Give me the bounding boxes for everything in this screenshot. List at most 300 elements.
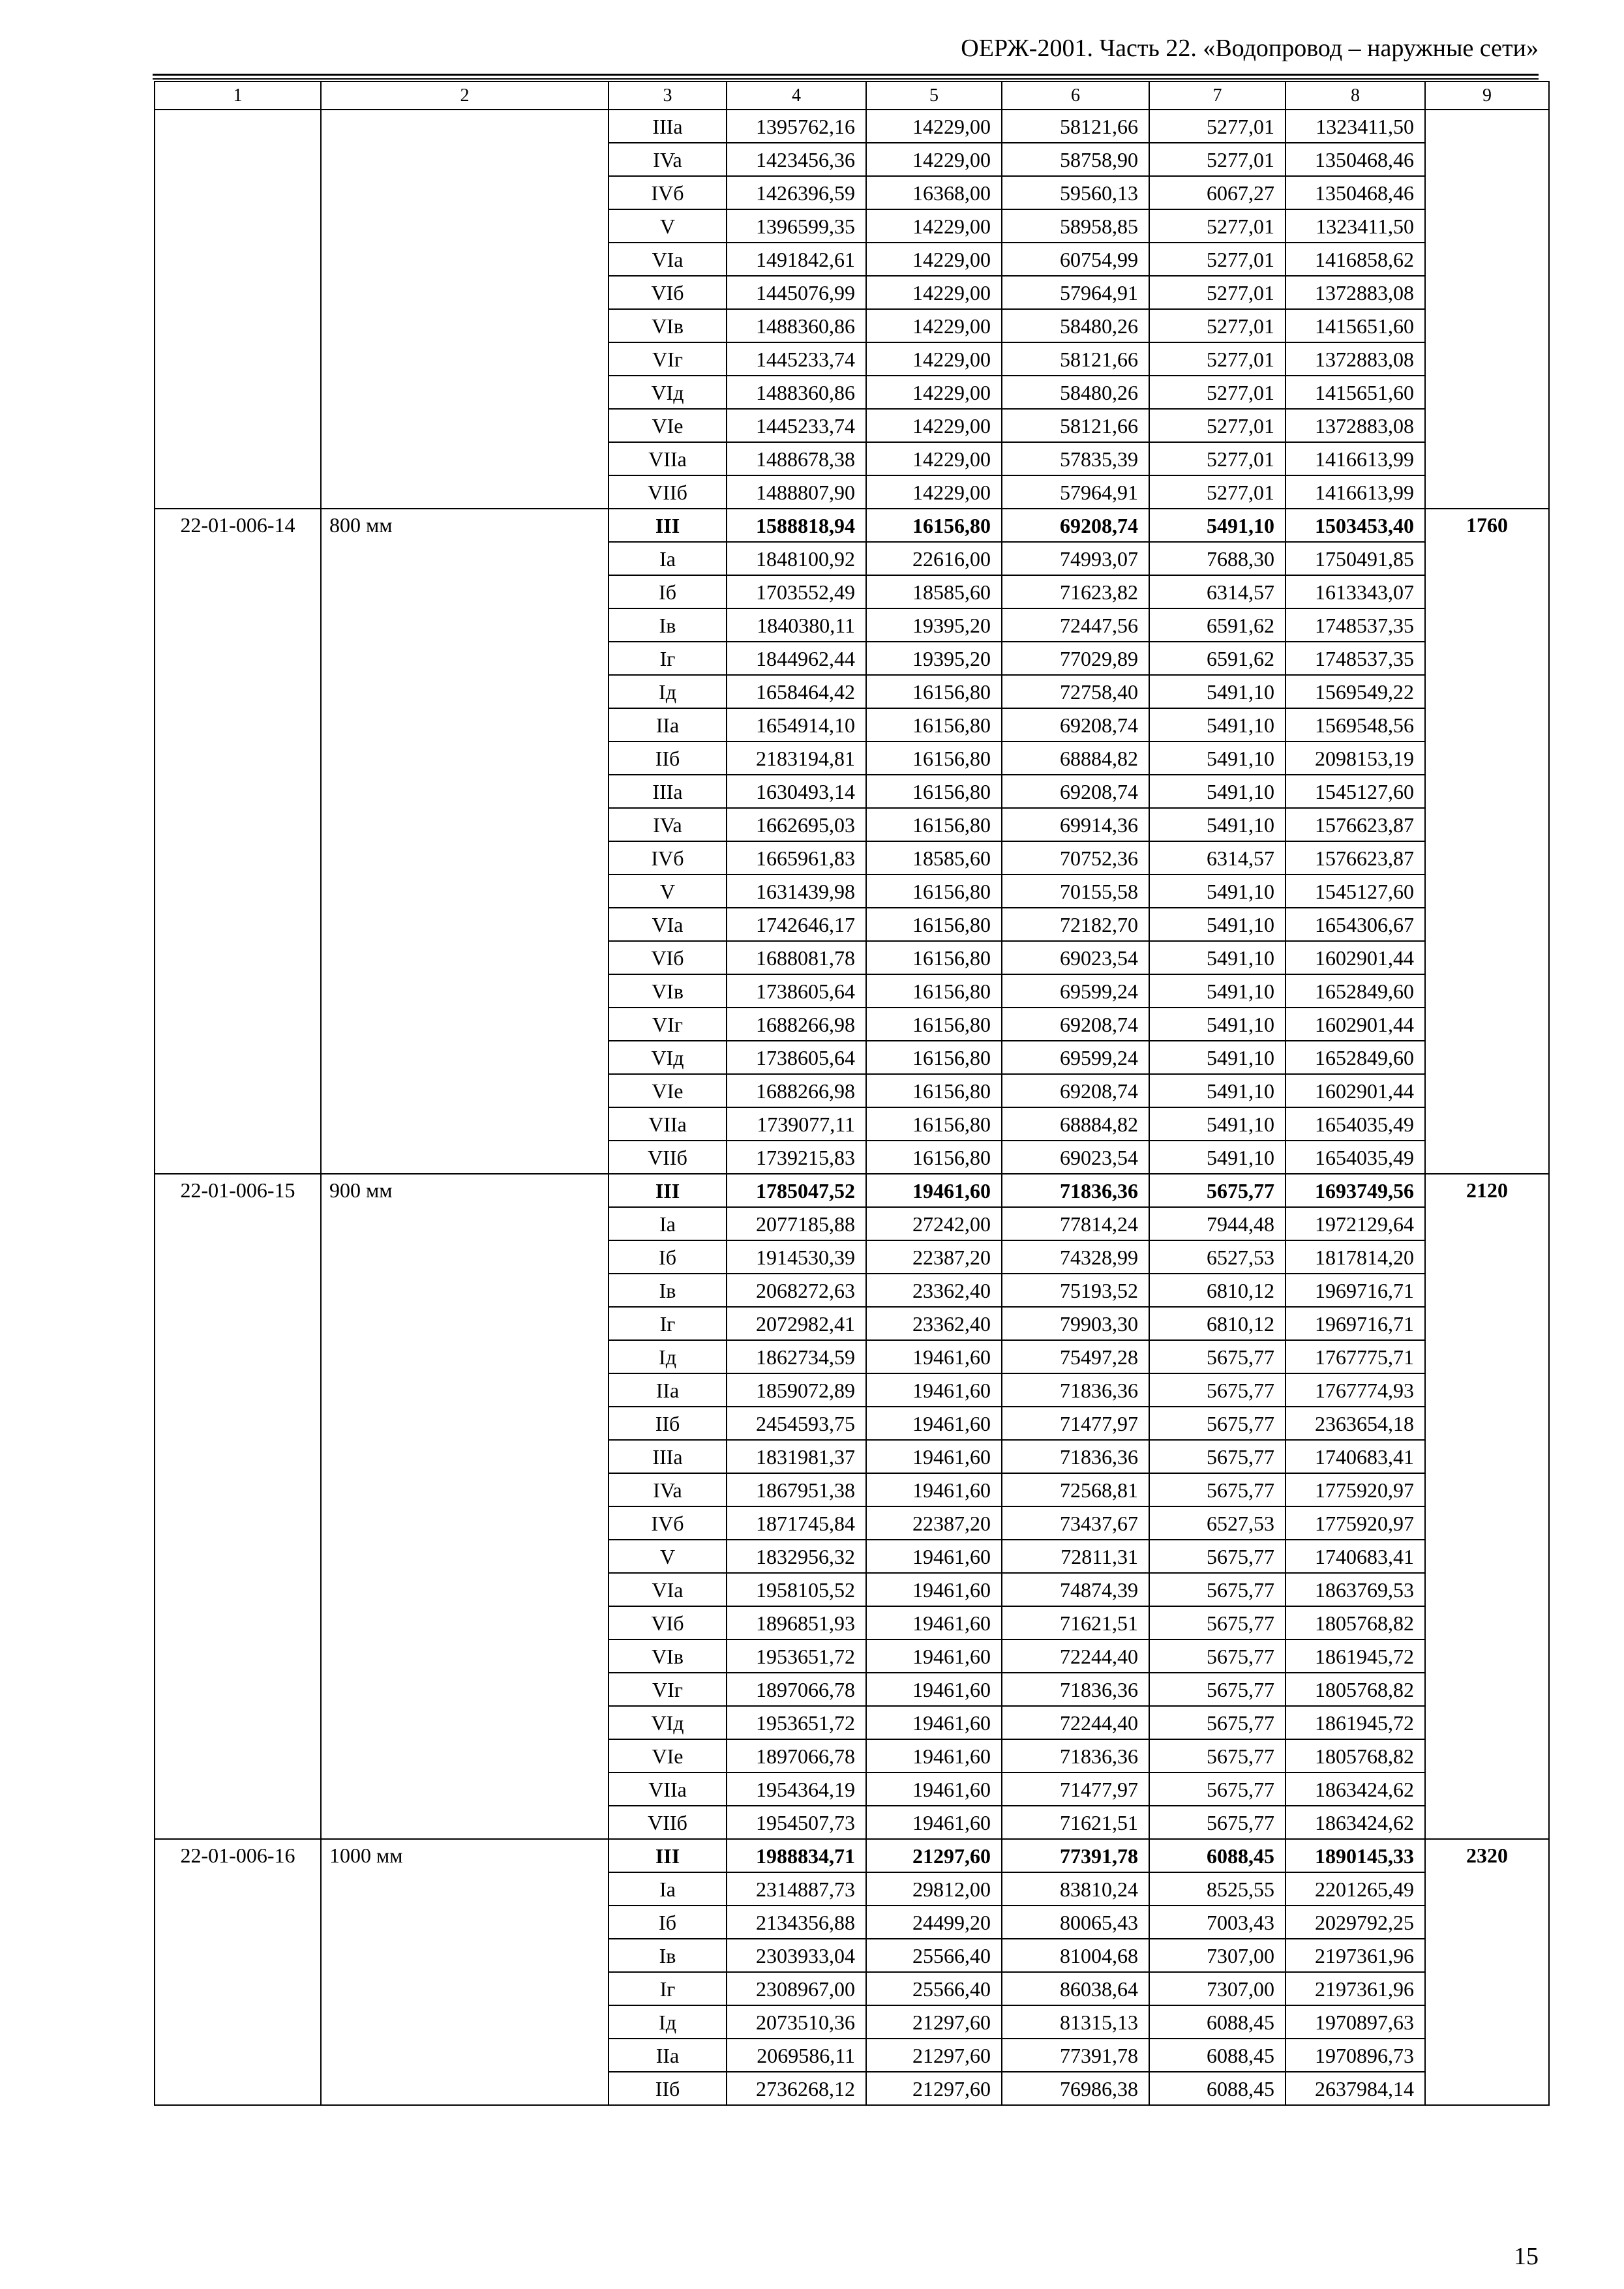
- zone-cell: VIIб: [609, 475, 727, 509]
- direct-cost-cell: 1848100,92: [727, 542, 866, 575]
- zone-cell: VIв: [609, 974, 727, 1008]
- machinist-wage-cell: 5277,01: [1149, 243, 1286, 276]
- zone-cell: IIIa: [609, 775, 727, 808]
- machine-cost-cell: 75193,52: [1002, 1274, 1149, 1307]
- machinist-wage-cell: 6810,12: [1149, 1274, 1286, 1307]
- norm-cell: 2120: [1425, 1174, 1549, 1839]
- zone-cell: VIб: [609, 1606, 727, 1639]
- direct-cost-cell: 1867951,38: [727, 1473, 866, 1506]
- labor-cost-cell: 25566,40: [866, 1939, 1002, 1972]
- material-cost-cell: 1863424,62: [1286, 1806, 1425, 1839]
- direct-cost-cell: 2073510,36: [727, 2005, 866, 2039]
- labor-cost-cell: 19461,60: [866, 1340, 1002, 1373]
- direct-cost-cell: 1395762,16: [727, 110, 866, 143]
- zone-cell: VIIa: [609, 1773, 727, 1806]
- machine-cost-cell: 71836,36: [1002, 1174, 1149, 1207]
- zone-cell: VIe: [609, 409, 727, 442]
- material-cost-cell: 1416613,99: [1286, 475, 1425, 509]
- labor-cost-cell: 16156,80: [866, 941, 1002, 974]
- machine-cost-cell: 74328,99: [1002, 1240, 1149, 1274]
- zone-cell: VIв: [609, 309, 727, 342]
- labor-cost-cell: 14229,00: [866, 143, 1002, 176]
- zone-cell: VIe: [609, 1739, 727, 1773]
- machinist-wage-cell: 5675,77: [1149, 1340, 1286, 1373]
- material-cost-cell: 1415651,60: [1286, 376, 1425, 409]
- direct-cost-cell: 1785047,52: [727, 1174, 866, 1207]
- column-number: 7: [1149, 82, 1286, 110]
- machinist-wage-cell: 5491,10: [1149, 1074, 1286, 1107]
- code-cell: 22-01-006-15: [155, 1174, 321, 1839]
- machinist-wage-cell: 5675,77: [1149, 1739, 1286, 1773]
- labor-cost-cell: 19461,60: [866, 1573, 1002, 1606]
- machine-cost-cell: 59560,13: [1002, 176, 1149, 209]
- material-cost-cell: 1740683,41: [1286, 1540, 1425, 1573]
- labor-cost-cell: 16156,80: [866, 875, 1002, 908]
- material-cost-cell: 1323411,50: [1286, 209, 1425, 243]
- code-cell: [155, 110, 321, 509]
- direct-cost-cell: 1703552,49: [727, 575, 866, 608]
- material-cost-cell: 1654306,67: [1286, 908, 1425, 941]
- labor-cost-cell: 27242,00: [866, 1207, 1002, 1240]
- direct-cost-cell: 1953651,72: [727, 1706, 866, 1739]
- machine-cost-cell: 70752,36: [1002, 841, 1149, 875]
- direct-cost-cell: 1859072,89: [727, 1373, 866, 1407]
- machinist-wage-cell: 5277,01: [1149, 475, 1286, 509]
- labor-cost-cell: 16156,80: [866, 908, 1002, 941]
- direct-cost-cell: 2314887,73: [727, 1872, 866, 1906]
- machine-cost-cell: 73437,67: [1002, 1506, 1149, 1540]
- machinist-wage-cell: 6088,45: [1149, 2005, 1286, 2039]
- direct-cost-cell: 1396599,35: [727, 209, 866, 243]
- material-cost-cell: 2029792,25: [1286, 1906, 1425, 1939]
- column-number: 8: [1286, 82, 1425, 110]
- machine-cost-cell: 58480,26: [1002, 309, 1149, 342]
- machine-cost-cell: 72758,40: [1002, 675, 1149, 708]
- zone-cell: VIa: [609, 243, 727, 276]
- material-cost-cell: 1372883,08: [1286, 409, 1425, 442]
- labor-cost-cell: 19461,60: [866, 1440, 1002, 1473]
- zone-cell: IIIa: [609, 1440, 727, 1473]
- zone-cell: IIб: [609, 2072, 727, 2105]
- labor-cost-cell: 16156,80: [866, 808, 1002, 841]
- machine-cost-cell: 69023,54: [1002, 1141, 1149, 1174]
- page-number: 15: [1514, 2243, 1539, 2270]
- machine-cost-cell: 77029,89: [1002, 642, 1149, 675]
- price-table: [154, 81, 1550, 2106]
- name-cell: 800 мм: [321, 509, 609, 1174]
- material-cost-cell: 1576623,87: [1286, 841, 1425, 875]
- zone-cell: VIд: [609, 1706, 727, 1739]
- zone-cell: IVa: [609, 808, 727, 841]
- table-row: [155, 110, 1549, 143]
- material-cost-cell: 1602901,44: [1286, 1074, 1425, 1107]
- machinist-wage-cell: 5491,10: [1149, 775, 1286, 808]
- machine-cost-cell: 79903,30: [1002, 1307, 1149, 1340]
- zone-cell: IIб: [609, 1407, 727, 1440]
- zone-cell: VIб: [609, 276, 727, 309]
- direct-cost-cell: 1631439,98: [727, 875, 866, 908]
- zone-cell: IVб: [609, 1506, 727, 1540]
- zone-cell: VIIб: [609, 1141, 727, 1174]
- direct-cost-cell: 1958105,52: [727, 1573, 866, 1606]
- direct-cost-cell: 1897066,78: [727, 1739, 866, 1773]
- labor-cost-cell: 14229,00: [866, 110, 1002, 143]
- machinist-wage-cell: 6088,45: [1149, 2039, 1286, 2072]
- machinist-wage-cell: 5491,10: [1149, 1041, 1286, 1074]
- direct-cost-cell: 1738605,64: [727, 1041, 866, 1074]
- material-cost-cell: 1767775,71: [1286, 1340, 1425, 1373]
- machinist-wage-cell: 5491,10: [1149, 1141, 1286, 1174]
- labor-cost-cell: 16156,80: [866, 1074, 1002, 1107]
- labor-cost-cell: 14229,00: [866, 309, 1002, 342]
- direct-cost-cell: 1862734,59: [727, 1340, 866, 1373]
- machine-cost-cell: 58121,66: [1002, 409, 1149, 442]
- direct-cost-cell: 1832956,32: [727, 1540, 866, 1573]
- direct-cost-cell: 1739215,83: [727, 1141, 866, 1174]
- direct-cost-cell: 1742646,17: [727, 908, 866, 941]
- direct-cost-cell: 1488807,90: [727, 475, 866, 509]
- machine-cost-cell: 71477,97: [1002, 1773, 1149, 1806]
- labor-cost-cell: 19395,20: [866, 642, 1002, 675]
- machinist-wage-cell: 5675,77: [1149, 1373, 1286, 1407]
- machinist-wage-cell: 5277,01: [1149, 209, 1286, 243]
- zone-cell: VIд: [609, 1041, 727, 1074]
- labor-cost-cell: 22616,00: [866, 542, 1002, 575]
- direct-cost-cell: 1897066,78: [727, 1673, 866, 1706]
- zone-cell: VIIa: [609, 1107, 727, 1141]
- direct-cost-cell: 1953651,72: [727, 1639, 866, 1673]
- material-cost-cell: 1323411,50: [1286, 110, 1425, 143]
- material-cost-cell: 1415651,60: [1286, 309, 1425, 342]
- column-number: 5: [866, 82, 1002, 110]
- machine-cost-cell: 58758,90: [1002, 143, 1149, 176]
- machine-cost-cell: 77391,78: [1002, 2039, 1149, 2072]
- labor-cost-cell: 19461,60: [866, 1606, 1002, 1639]
- direct-cost-cell: 1662695,03: [727, 808, 866, 841]
- machinist-wage-cell: 5675,77: [1149, 1407, 1286, 1440]
- machine-cost-cell: 81004,68: [1002, 1939, 1149, 1972]
- labor-cost-cell: 19461,60: [866, 1174, 1002, 1207]
- machine-cost-cell: 77391,78: [1002, 1839, 1149, 1872]
- machine-cost-cell: 72244,40: [1002, 1706, 1149, 1739]
- machine-cost-cell: 69208,74: [1002, 775, 1149, 808]
- direct-cost-cell: 2308967,00: [727, 1972, 866, 2005]
- labor-cost-cell: 18585,60: [866, 575, 1002, 608]
- column-number: 4: [727, 82, 866, 110]
- direct-cost-cell: 2134356,88: [727, 1906, 866, 1939]
- labor-cost-cell: 21297,60: [866, 2039, 1002, 2072]
- machinist-wage-cell: 5277,01: [1149, 342, 1286, 376]
- header-rule: [153, 74, 1539, 76]
- zone-cell: VIб: [609, 941, 727, 974]
- zone-cell: IIб: [609, 741, 727, 775]
- machinist-wage-cell: 7307,00: [1149, 1939, 1286, 1972]
- direct-cost-cell: 1445233,74: [727, 342, 866, 376]
- machinist-wage-cell: 5675,77: [1149, 1174, 1286, 1207]
- machine-cost-cell: 71836,36: [1002, 1440, 1149, 1473]
- machine-cost-cell: 77814,24: [1002, 1207, 1149, 1240]
- machine-cost-cell: 71836,36: [1002, 1739, 1149, 1773]
- machinist-wage-cell: 6314,57: [1149, 841, 1286, 875]
- machinist-wage-cell: 5675,77: [1149, 1706, 1286, 1739]
- zone-cell: V: [609, 209, 727, 243]
- machinist-wage-cell: 5491,10: [1149, 941, 1286, 974]
- direct-cost-cell: 2454593,75: [727, 1407, 866, 1440]
- labor-cost-cell: 19461,60: [866, 1673, 1002, 1706]
- direct-cost-cell: 1954364,19: [727, 1773, 866, 1806]
- document-header-title: ОЕРЖ-2001. Часть 22. «Водопровод – наружные сети»: [961, 35, 1539, 62]
- machine-cost-cell: 72811,31: [1002, 1540, 1149, 1573]
- direct-cost-cell: 1738605,64: [727, 974, 866, 1008]
- header-rule: [153, 78, 1539, 80]
- material-cost-cell: 1654035,49: [1286, 1141, 1425, 1174]
- zone-cell: Ia: [609, 542, 727, 575]
- zone-cell: IIa: [609, 708, 727, 741]
- machinist-wage-cell: 5491,10: [1149, 708, 1286, 741]
- zone-cell: V: [609, 875, 727, 908]
- zone-cell: IVб: [609, 841, 727, 875]
- labor-cost-cell: 19395,20: [866, 608, 1002, 642]
- machine-cost-cell: 72244,40: [1002, 1639, 1149, 1673]
- labor-cost-cell: 16156,80: [866, 1041, 1002, 1074]
- machine-cost-cell: 58121,66: [1002, 342, 1149, 376]
- labor-cost-cell: 14229,00: [866, 376, 1002, 409]
- table-row: [155, 1839, 1549, 1872]
- column-number: 6: [1002, 82, 1149, 110]
- zone-cell: VIг: [609, 342, 727, 376]
- machine-cost-cell: 69208,74: [1002, 1008, 1149, 1041]
- name-cell: [321, 110, 609, 509]
- direct-cost-cell: 1688266,98: [727, 1074, 866, 1107]
- labor-cost-cell: 14229,00: [866, 342, 1002, 376]
- material-cost-cell: 1350468,46: [1286, 176, 1425, 209]
- machinist-wage-cell: 5675,77: [1149, 1440, 1286, 1473]
- material-cost-cell: 1654035,49: [1286, 1107, 1425, 1141]
- labor-cost-cell: 23362,40: [866, 1274, 1002, 1307]
- machinist-wage-cell: 5491,10: [1149, 1107, 1286, 1141]
- machinist-wage-cell: 6810,12: [1149, 1307, 1286, 1340]
- material-cost-cell: 1861945,72: [1286, 1706, 1425, 1739]
- labor-cost-cell: 19461,60: [866, 1739, 1002, 1773]
- direct-cost-cell: 1739077,11: [727, 1107, 866, 1141]
- column-number: 1: [155, 82, 321, 110]
- labor-cost-cell: 16156,80: [866, 708, 1002, 741]
- material-cost-cell: 1693749,56: [1286, 1174, 1425, 1207]
- norm-cell: 2320: [1425, 1839, 1549, 2105]
- machine-cost-cell: 86038,64: [1002, 1972, 1149, 2005]
- labor-cost-cell: 19461,60: [866, 1540, 1002, 1573]
- material-cost-cell: 1576623,87: [1286, 808, 1425, 841]
- zone-cell: IVa: [609, 143, 727, 176]
- column-number: 9: [1425, 82, 1549, 110]
- machinist-wage-cell: 5277,01: [1149, 409, 1286, 442]
- labor-cost-cell: 16156,80: [866, 775, 1002, 808]
- zone-cell: III: [609, 1839, 727, 1872]
- machine-cost-cell: 74874,39: [1002, 1573, 1149, 1606]
- direct-cost-cell: 1658464,42: [727, 675, 866, 708]
- machine-cost-cell: 68884,82: [1002, 741, 1149, 775]
- labor-cost-cell: 19461,60: [866, 1373, 1002, 1407]
- machine-cost-cell: 69208,74: [1002, 1074, 1149, 1107]
- machine-cost-cell: 69208,74: [1002, 708, 1149, 741]
- material-cost-cell: 1805768,82: [1286, 1739, 1425, 1773]
- zone-cell: VIe: [609, 1074, 727, 1107]
- machine-cost-cell: 71623,82: [1002, 575, 1149, 608]
- machine-cost-cell: 72182,70: [1002, 908, 1149, 941]
- labor-cost-cell: 24499,20: [866, 1906, 1002, 1939]
- zone-cell: Iд: [609, 1340, 727, 1373]
- machinist-wage-cell: 7307,00: [1149, 1972, 1286, 2005]
- material-cost-cell: 1863769,53: [1286, 1573, 1425, 1606]
- machinist-wage-cell: 5675,77: [1149, 1673, 1286, 1706]
- machinist-wage-cell: 5277,01: [1149, 276, 1286, 309]
- labor-cost-cell: 19461,60: [866, 1806, 1002, 1839]
- machinist-wage-cell: 5277,01: [1149, 309, 1286, 342]
- machinist-wage-cell: 5491,10: [1149, 974, 1286, 1008]
- zone-cell: IIa: [609, 2039, 727, 2072]
- labor-cost-cell: 14229,00: [866, 442, 1002, 475]
- direct-cost-cell: 1588818,94: [727, 509, 866, 542]
- machinist-wage-cell: 5675,77: [1149, 1806, 1286, 1839]
- machinist-wage-cell: 5491,10: [1149, 741, 1286, 775]
- labor-cost-cell: 21297,60: [866, 1839, 1002, 1872]
- table-row: [155, 1174, 1549, 1207]
- material-cost-cell: 1416613,99: [1286, 442, 1425, 475]
- zone-cell: VIд: [609, 376, 727, 409]
- labor-cost-cell: 16156,80: [866, 741, 1002, 775]
- name-cell: 900 мм: [321, 1174, 609, 1839]
- name-cell: 1000 мм: [321, 1839, 609, 2105]
- zone-cell: VIa: [609, 1573, 727, 1606]
- material-cost-cell: 2201265,49: [1286, 1872, 1425, 1906]
- labor-cost-cell: 21297,60: [866, 2005, 1002, 2039]
- zone-cell: Iб: [609, 575, 727, 608]
- zone-cell: IIIa: [609, 110, 727, 143]
- labor-cost-cell: 19461,60: [866, 1639, 1002, 1673]
- norm-cell: [1425, 110, 1549, 509]
- zone-cell: Iв: [609, 1274, 727, 1307]
- machinist-wage-cell: 5277,01: [1149, 143, 1286, 176]
- material-cost-cell: 1805768,82: [1286, 1673, 1425, 1706]
- machinist-wage-cell: 6088,45: [1149, 1839, 1286, 1872]
- material-cost-cell: 1863424,62: [1286, 1773, 1425, 1806]
- machinist-wage-cell: 6527,53: [1149, 1506, 1286, 1540]
- machine-cost-cell: 72568,81: [1002, 1473, 1149, 1506]
- machinist-wage-cell: 8525,55: [1149, 1872, 1286, 1906]
- zone-cell: VIв: [609, 1639, 727, 1673]
- machinist-wage-cell: 5491,10: [1149, 875, 1286, 908]
- machine-cost-cell: 70155,58: [1002, 875, 1149, 908]
- machine-cost-cell: 69208,74: [1002, 509, 1149, 542]
- column-number: 3: [609, 82, 727, 110]
- labor-cost-cell: 19461,60: [866, 1407, 1002, 1440]
- machinist-wage-cell: 5491,10: [1149, 808, 1286, 841]
- table-body: [155, 82, 1549, 2105]
- direct-cost-cell: 1954507,73: [727, 1806, 866, 1839]
- machine-cost-cell: 75497,28: [1002, 1340, 1149, 1373]
- labor-cost-cell: 16156,80: [866, 1141, 1002, 1174]
- machine-cost-cell: 71836,36: [1002, 1673, 1149, 1706]
- machinist-wage-cell: 5491,10: [1149, 908, 1286, 941]
- material-cost-cell: 1372883,08: [1286, 342, 1425, 376]
- labor-cost-cell: 14229,00: [866, 276, 1002, 309]
- labor-cost-cell: 29812,00: [866, 1872, 1002, 1906]
- labor-cost-cell: 18585,60: [866, 841, 1002, 875]
- zone-cell: III: [609, 1174, 727, 1207]
- direct-cost-cell: 1488678,38: [727, 442, 866, 475]
- machine-cost-cell: 69599,24: [1002, 974, 1149, 1008]
- machine-cost-cell: 58480,26: [1002, 376, 1149, 409]
- machinist-wage-cell: 6314,57: [1149, 575, 1286, 608]
- labor-cost-cell: 23362,40: [866, 1307, 1002, 1340]
- material-cost-cell: 2197361,96: [1286, 1972, 1425, 2005]
- machinist-wage-cell: 5675,77: [1149, 1540, 1286, 1573]
- material-cost-cell: 1969716,71: [1286, 1307, 1425, 1340]
- material-cost-cell: 2197361,96: [1286, 1939, 1425, 1972]
- zone-cell: IVб: [609, 176, 727, 209]
- machinist-wage-cell: 5277,01: [1149, 376, 1286, 409]
- material-cost-cell: 1817814,20: [1286, 1240, 1425, 1274]
- direct-cost-cell: 2068272,63: [727, 1274, 866, 1307]
- machine-cost-cell: 58958,85: [1002, 209, 1149, 243]
- direct-cost-cell: 2069586,11: [727, 2039, 866, 2072]
- labor-cost-cell: 19461,60: [866, 1473, 1002, 1506]
- material-cost-cell: 2098153,19: [1286, 741, 1425, 775]
- machine-cost-cell: 71621,51: [1002, 1606, 1149, 1639]
- machine-cost-cell: 57964,91: [1002, 475, 1149, 509]
- direct-cost-cell: 1988834,71: [727, 1839, 866, 1872]
- machinist-wage-cell: 5277,01: [1149, 442, 1286, 475]
- labor-cost-cell: 14229,00: [866, 243, 1002, 276]
- machine-cost-cell: 69023,54: [1002, 941, 1149, 974]
- material-cost-cell: 1613343,07: [1286, 575, 1425, 608]
- direct-cost-cell: 2072982,41: [727, 1307, 866, 1340]
- zone-cell: Iв: [609, 1939, 727, 1972]
- direct-cost-cell: 1630493,14: [727, 775, 866, 808]
- material-cost-cell: 1503453,40: [1286, 509, 1425, 542]
- labor-cost-cell: 16368,00: [866, 176, 1002, 209]
- material-cost-cell: 1970896,73: [1286, 2039, 1425, 2072]
- labor-cost-cell: 25566,40: [866, 1972, 1002, 2005]
- labor-cost-cell: 19461,60: [866, 1706, 1002, 1739]
- material-cost-cell: 1750491,85: [1286, 542, 1425, 575]
- direct-cost-cell: 1665961,83: [727, 841, 866, 875]
- column-number: 2: [321, 82, 609, 110]
- material-cost-cell: 1545127,60: [1286, 875, 1425, 908]
- labor-cost-cell: 16156,80: [866, 509, 1002, 542]
- machinist-wage-cell: 5675,77: [1149, 1639, 1286, 1673]
- direct-cost-cell: 1831981,37: [727, 1440, 866, 1473]
- direct-cost-cell: 1688081,78: [727, 941, 866, 974]
- machine-cost-cell: 68884,82: [1002, 1107, 1149, 1141]
- zone-cell: VIIб: [609, 1806, 727, 1839]
- machinist-wage-cell: 7944,48: [1149, 1207, 1286, 1240]
- material-cost-cell: 1569548,56: [1286, 708, 1425, 741]
- machinist-wage-cell: 7003,43: [1149, 1906, 1286, 1939]
- machinist-wage-cell: 5491,10: [1149, 509, 1286, 542]
- machine-cost-cell: 69914,36: [1002, 808, 1149, 841]
- machinist-wage-cell: 5491,10: [1149, 1008, 1286, 1041]
- zone-cell: Iг: [609, 1307, 727, 1340]
- material-cost-cell: 1748537,35: [1286, 608, 1425, 642]
- direct-cost-cell: 1491842,61: [727, 243, 866, 276]
- machinist-wage-cell: 5491,10: [1149, 675, 1286, 708]
- machinist-wage-cell: 6067,27: [1149, 176, 1286, 209]
- direct-cost-cell: 1896851,93: [727, 1606, 866, 1639]
- direct-cost-cell: 1654914,10: [727, 708, 866, 741]
- material-cost-cell: 1970897,63: [1286, 2005, 1425, 2039]
- machine-cost-cell: 69599,24: [1002, 1041, 1149, 1074]
